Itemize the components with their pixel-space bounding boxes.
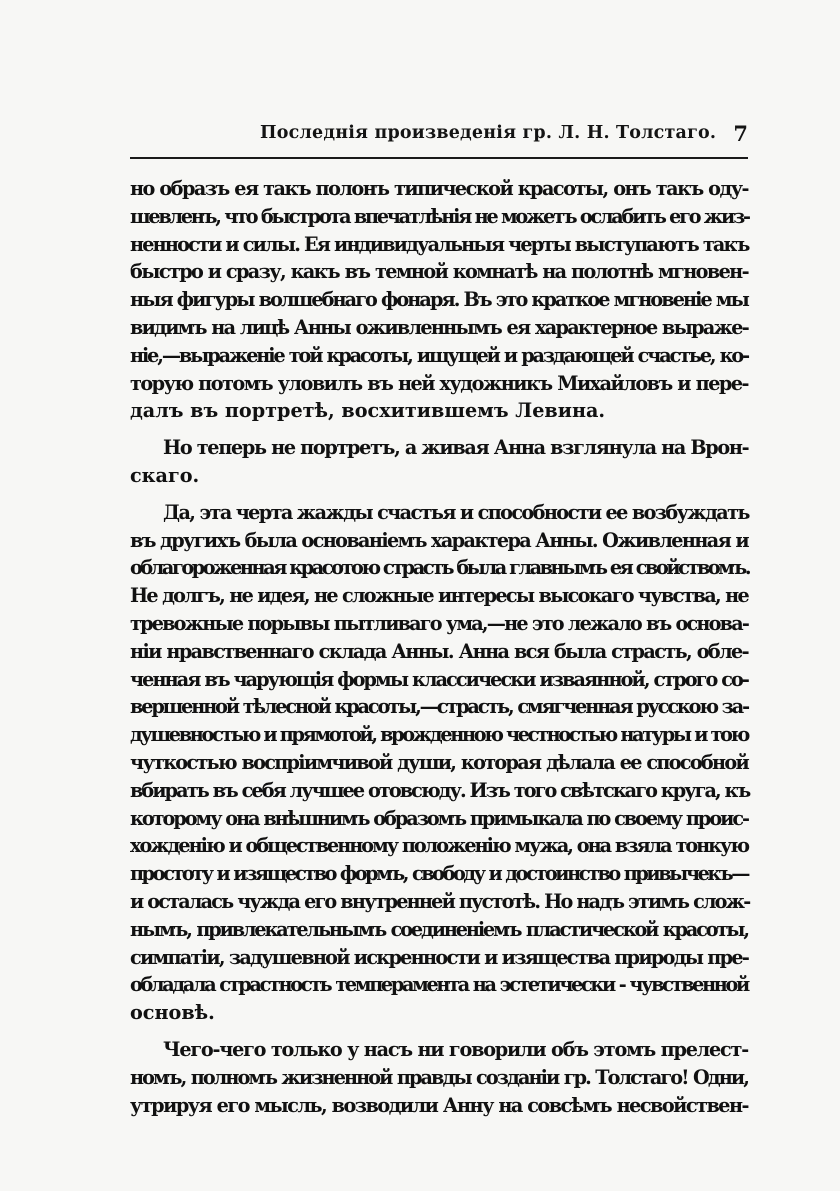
- text-line: Чего-чего только у насъ ни говорили объ этомъ прелест-: [163, 1037, 748, 1061]
- text-line: Да, эта черта жажды счастья и способности ее возбуждать: [163, 500, 749, 524]
- text-line: основѣ.: [130, 1001, 215, 1025]
- text-line: ныя фигуры волшебнаго фонаря. Въ это краткое мгновеніе мы: [130, 288, 748, 312]
- text-line: скаго.: [130, 463, 200, 487]
- text-line: простоту и изящество формъ, свободу и достоинство привычекъ—: [130, 862, 748, 886]
- paragraph: [130, 434, 748, 490]
- text-line: душевностью и прямотой, врожденною честностью натуры и тою: [130, 723, 748, 747]
- paragraph: [130, 499, 748, 1027]
- text-line: вбирать въ себя лучшее отовсюду. Изъ того свѣтскаго круга, къ: [130, 778, 750, 802]
- running-title: Последнія произведенія гр. Л. Н. Толстаго.: [260, 123, 717, 143]
- text-line: Не долгъ, не идея, не сложные интересы высокаго чувства, не: [130, 584, 748, 608]
- text-line: но образъ ея такъ полонъ типической красоты, онъ такъ оду-: [130, 177, 748, 200]
- text-line: Но теперь не портретъ, а живая Анна взглянула на Врон-: [163, 436, 749, 460]
- text-line: утрируя его мысль, возводили Анну на совсѣмъ несвойствен-: [130, 1093, 748, 1117]
- text-line: вершенной тѣлесной красоты,—страсть, смягченная русскою за-: [130, 695, 748, 719]
- text-line: ненности и силы. Ея индивидуальныя черты выступаютъ такъ: [130, 232, 749, 256]
- text-line: ченная въ чарующія формы классически изваянной, строго со-: [130, 667, 748, 691]
- text-line: нымъ, привлекательнымъ соединеніемъ пластической красоты,: [130, 917, 748, 941]
- text-line: тревожные порывы пытливаго ума,—не это лежало въ основа-: [130, 611, 748, 635]
- paragraph: [130, 1036, 748, 1119]
- header-rule: [130, 157, 748, 159]
- text-line: шевленъ, что быстрота впечатлѣнія не можетъ ослабить его жиз-: [130, 204, 749, 228]
- body-text: [130, 175, 748, 1119]
- paragraph: [130, 175, 748, 425]
- text-line: которому она внѣшнимъ образомъ примыкала по своему проис-: [130, 806, 748, 830]
- paragraph-gap: [130, 1027, 748, 1036]
- text-line: видимъ на лицѣ Анны оживленнымъ ея характерное выраже-: [130, 315, 748, 339]
- text-line: далъ въ портретѣ, восхитившемъ Левина.: [130, 399, 606, 423]
- text-line: быстро и сразу, какъ въ темной комнатѣ на полотнѣ мгновен-: [130, 260, 748, 284]
- paragraph-gap: [130, 490, 748, 499]
- text-line: и осталась чужда его внутренней пустотѣ. Но надъ этимъ слож-: [130, 889, 750, 913]
- paragraph-gap: [130, 425, 748, 434]
- text-line: хожденію и общественному положенію мужа, она взяла тонкую: [130, 834, 748, 858]
- text-line: ніи нравственнаго склада Анны. Анна вся была страсть, обле-: [130, 639, 748, 663]
- text-line: симпатіи, задушевной искренности и изящества природы пре-: [130, 945, 749, 969]
- text-line: чуткостью воспріимчивой души, которая дѣлала ее способной: [130, 750, 748, 774]
- text-line: ніе,—выраженіе той красоты, ищущей и раздающей счастье, ко-: [130, 343, 748, 367]
- text-line: торую потомъ уловилъ въ ней художникъ Михайловъ и пере-: [130, 371, 748, 395]
- text-line: обладала страстность темперамента на эстетически - чувственной: [130, 973, 748, 997]
- text-line: облагороженная красотою страсть была главнымъ ея свойствомъ.: [130, 556, 750, 580]
- running-header: [130, 123, 758, 155]
- text-line: въ другихъ была основаніемъ характера Анны. Оживленная и: [130, 528, 748, 552]
- text-line: номъ, полномъ жизненной правды созданіи гр. Толстаго! Одни,: [130, 1065, 748, 1089]
- page-number: 7: [733, 121, 748, 146]
